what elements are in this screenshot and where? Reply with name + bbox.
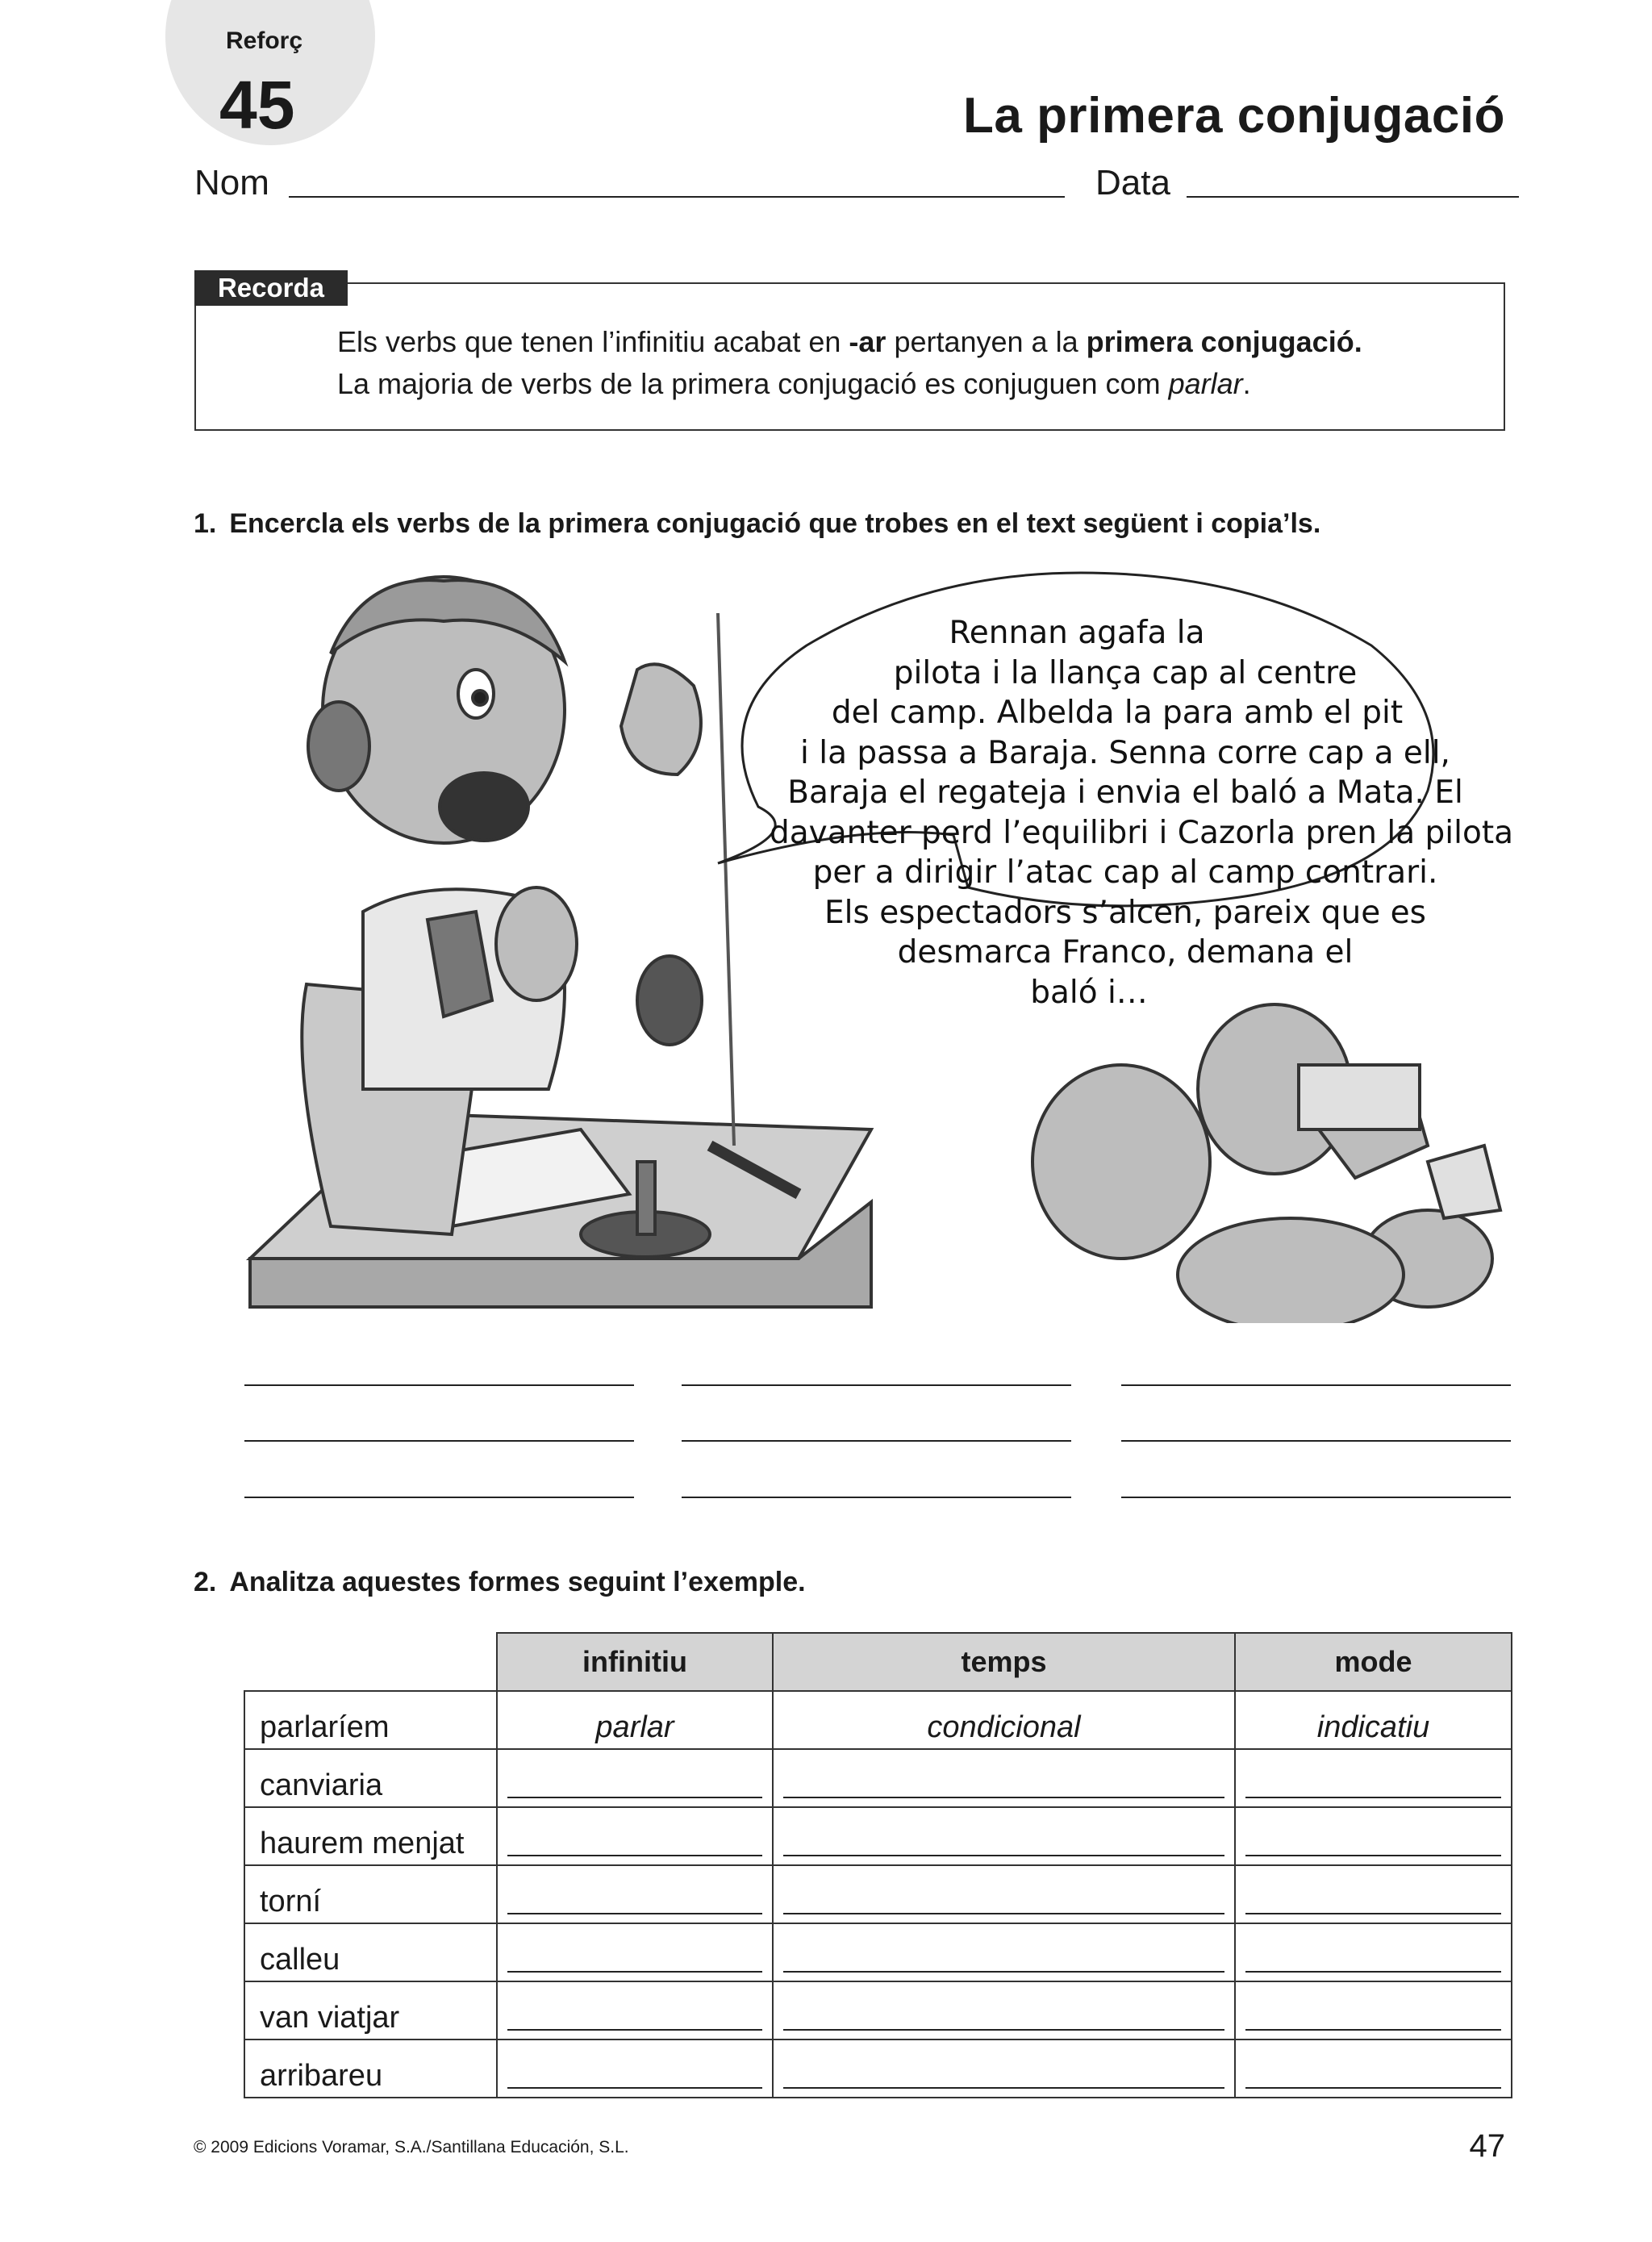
table-row [244, 1981, 1512, 2040]
temps-answer[interactable] [773, 1865, 1235, 1923]
answer-line[interactable] [1121, 1384, 1511, 1386]
mode-answer[interactable] [1235, 1865, 1512, 1923]
temps-answer[interactable] [773, 1749, 1235, 1807]
example-temps: condicional [773, 1691, 1235, 1749]
exercise-2-instruction: 2. Analitza aquestes formes seguint l’exemple. [194, 1567, 806, 1597]
page-title: La primera conjugació [962, 88, 1505, 144]
example-infinitiu: parlar [497, 1691, 773, 1749]
name-field[interactable] [289, 196, 1065, 198]
table-row-example [244, 1691, 1512, 1749]
mode-answer[interactable] [1235, 1923, 1512, 1981]
answer-line[interactable] [244, 1384, 634, 1386]
speech-line: del camp. Albelda la para amb el pit [831, 695, 1404, 731]
name-label: Nom [194, 163, 269, 202]
temps-answer[interactable] [773, 1981, 1235, 2040]
section-number: 45 [219, 67, 295, 143]
answer-line[interactable] [244, 1497, 634, 1498]
recorda-line-2: La majoria de verbs de la primera conjugació es conjuguen com parlar. [337, 367, 1251, 400]
answer-line[interactable] [1121, 1497, 1511, 1498]
verb-form: van viatjar [244, 1981, 497, 2040]
verb-form: calleu [244, 1923, 497, 1981]
column-header: temps [773, 1633, 1235, 1691]
speech-line: desmarca Franco, demana el [897, 934, 1354, 971]
verb-form: torní [244, 1865, 497, 1923]
table-row [244, 2040, 1512, 2098]
recorda-text [337, 321, 1362, 405]
table-header-row [244, 1633, 1512, 1691]
table-corner [244, 1633, 497, 1691]
speech-line: Els espectadors s’alcen, pareix que es [824, 894, 1426, 931]
date-field[interactable] [1187, 196, 1519, 198]
table-row [244, 1749, 1512, 1807]
speech-line: Rennan agafa la [949, 615, 1205, 651]
exercise-1-instruction: 1. Encercla els verbs de la primera conjugació que trobes en el text següent i copia’ls. [194, 508, 1321, 539]
table-row [244, 1865, 1512, 1923]
temps-answer[interactable] [773, 2040, 1235, 2098]
speech-line: Baraja el regateja i envia el baló a Mata. El [787, 774, 1463, 811]
infinitiu-answer[interactable] [497, 1865, 773, 1923]
answer-line[interactable] [244, 1440, 634, 1442]
answer-line[interactable] [682, 1384, 1071, 1386]
infinitiu-answer[interactable] [497, 1749, 773, 1807]
speech-line: pilota i la llança cap al centre [893, 654, 1358, 691]
verb-form: canviaria [244, 1749, 497, 1807]
infinitiu-answer[interactable] [497, 1807, 773, 1865]
verb-form: haurem menjat [244, 1807, 497, 1865]
speech-bubble-text [726, 613, 1525, 1012]
infinitiu-answer[interactable] [497, 1981, 773, 2040]
date-label: Data [1095, 163, 1170, 202]
speech-line: baló i… [1030, 974, 1148, 1011]
verb-form: parlaríem [244, 1691, 497, 1749]
column-header: infinitiu [497, 1633, 773, 1691]
recorda-line-1: Els verbs que tenen l’infinitiu acabat en -ar pertanyen a la primera conjugació. [337, 325, 1362, 358]
speech-line: davanter perd l’equilibri i Cazorla pren la pilota [769, 814, 1514, 851]
answer-line[interactable] [682, 1497, 1071, 1498]
analysis-table [244, 1632, 1512, 2098]
table-row [244, 1923, 1512, 1981]
mode-answer[interactable] [1235, 1749, 1512, 1807]
example-mode: indicatiu [1235, 1691, 1512, 1749]
copyright-notice: © 2009 Edicions Voramar, S.A./Santillana Educación, S.L. [194, 2138, 629, 2156]
page-number: 47 [1469, 2128, 1505, 2164]
temps-answer[interactable] [773, 1807, 1235, 1865]
infinitiu-answer[interactable] [497, 1923, 773, 1981]
crowd-icon [1032, 1004, 1500, 1323]
table-row [244, 1807, 1512, 1865]
infinitiu-answer[interactable] [497, 2040, 773, 2098]
temps-answer[interactable] [773, 1923, 1235, 1981]
mode-answer[interactable] [1235, 1981, 1512, 2040]
mode-answer[interactable] [1235, 1807, 1512, 1865]
speech-line: i la passa a Baraja. Senna corre cap a ell, [800, 734, 1450, 771]
speech-line: per a dirigir l’atac cap al camp contrari. [812, 854, 1438, 891]
column-header: mode [1235, 1633, 1512, 1691]
mode-answer[interactable] [1235, 2040, 1512, 2098]
answer-line[interactable] [1121, 1440, 1511, 1442]
section-label: Reforç [226, 27, 303, 54]
answer-line[interactable] [682, 1440, 1071, 1442]
verb-form: arribareu [244, 2040, 497, 2098]
recorda-tag: Recorda [194, 270, 348, 306]
